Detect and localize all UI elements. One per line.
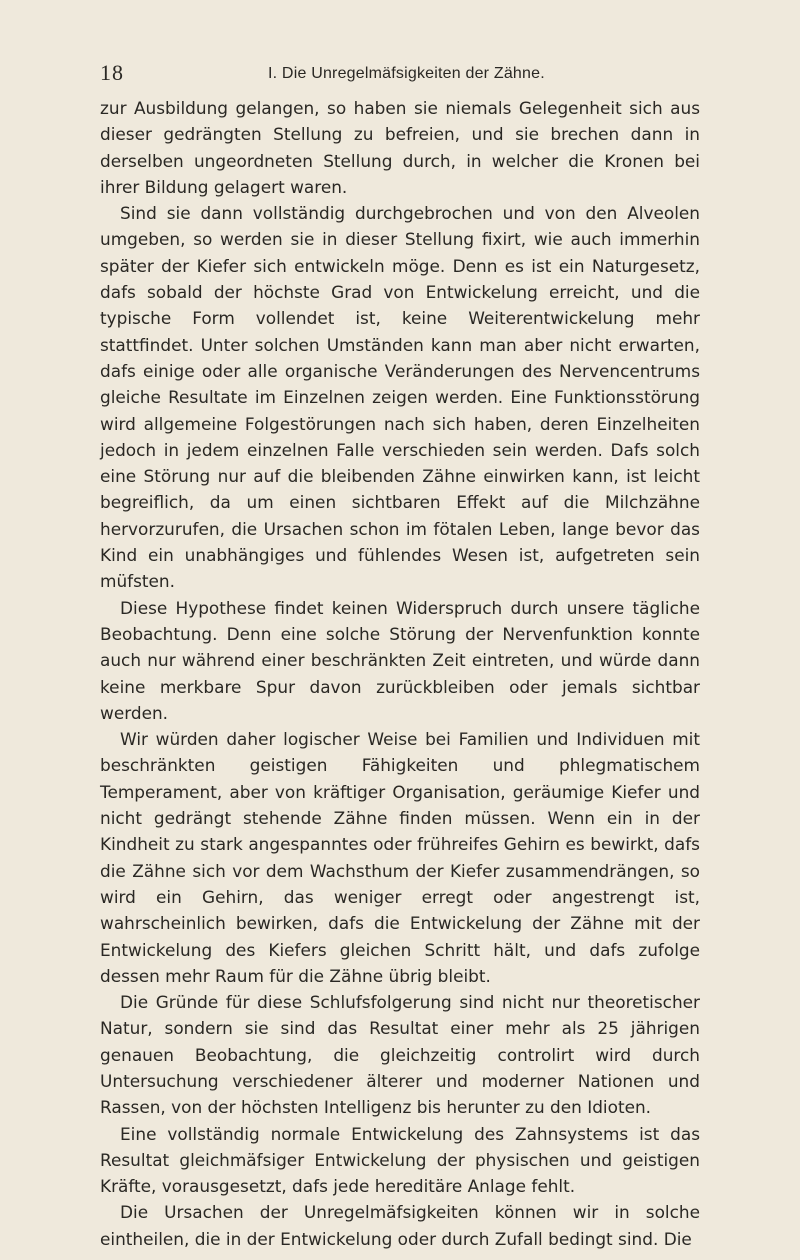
page-header (100, 58, 700, 88)
paragraph: Diese Hypothese findet keinen Widerspruch durch unsere tägliche Beobachtung. Denn eine solche Störung der Nervenfunktion konnte auch nur während einer beschränkten Zeit eintreten, und würde dann keine merkbare Spur davon zurückbleiben oder jemals sichtbar werden. (100, 597, 700, 723)
paragraph: Wir würden daher logischer Weise bei Familien und Individuen mit beschränkten geistigen Fähigkeiten und phlegmatischem Temperament, aber von kräftiger Organisation, geräumige Kiefer und nicht gedrängt stehende Zähne finden müssen. Wenn ein in der Kindheit zu stark angespanntes oder frühreifes Gehirn es bewirkt, dafs die Zähne sich vor dem Wachsthum der Kiefer zusammendrängen, so wird ein Gehirn, das weniger erregt oder angestrengt ist, wahrscheinlich bewirken, dafs die Entwickelung der Zähne mit der Entwickelung des Kiefers gleichen Schritt hält, und dafs zufolge dessen mehr Raum für die Zähne übrig bleibt. (100, 729, 700, 986)
body-text (100, 95, 700, 1252)
paragraph: Eine vollständig normale Entwickelung des Zahnsystems ist das Resultat gleichmäfsiger Entwickelung der physischen und geistigen Kräfte, vorausgesetzt, dafs jede hereditäre Anlage fehlt. (100, 1123, 700, 1197)
paragraph-continuation: zur Ausbildung gelangen, so haben sie niemals Gelegenheit sich aus dieser gedrängten Stellung zu befreien, und sie brechen dann in derselben ungeordneten Stellung durch, in welcher die Kronen bei ihrer Bildung gelagert waren. (100, 98, 700, 197)
paragraph: Sind sie dann vollständig durchgebrochen und von den Alveolen umgeben, so werden sie in dieser Stellung fixirt, wie auch immerhin später der Kiefer sich entwickeln möge. Denn es ist ein Naturgesetz, dafs sobald der höchste Grad von Entwickelung erreicht, und die typische Form vollendet ist, keine Weiterentwickelung mehr stattfindet. Unter solchen Umständen kann man aber nicht erwarten, dafs einige oder alle organische Veränderungen des Nervencentrums gleiche Resultate im Einzelnen zeigen werden. Eine Funktionsstörung wird allgemeine Folgestörungen nach sich haben, deren Einzelheiten jedoch in jedem einzelnen Falle verschieden sein werden. Dafs solch eine Störung nur auf die bleibenden Zähne einwirken kann, ist leicht begreiflich, da um einen sichtbaren Effekt auf die Milchzähne hervorzurufen, die Ursachen schon im fötalen Leben, lange bevor das Kind ein unabhängiges und fühlendes Wesen ist, aufgetreten sein müfsten. (100, 203, 700, 592)
running-title: I. Die Unregelmäfsigkeiten der Zähne. (268, 65, 545, 82)
page-number: 18 (100, 60, 124, 85)
paragraph: Die Ursachen der Unregelmäfsigkeiten können wir in solche eintheilen, die in der Entwickelung oder durch Zufall bedingt sind. Die (100, 1202, 700, 1249)
paragraph: Die Gründe für diese Schlufsfolgerung sind nicht nur theoretischer Natur, sondern sie sind das Resultat einer mehr als 25 jährigen genauen Beobachtung, die gleichzeitig controlirt wird durch Untersuchung verschiedener älterer und moderner Nationen und Rassen, von der höchsten Intelligenz bis herunter zu den Idioten. (100, 992, 700, 1118)
